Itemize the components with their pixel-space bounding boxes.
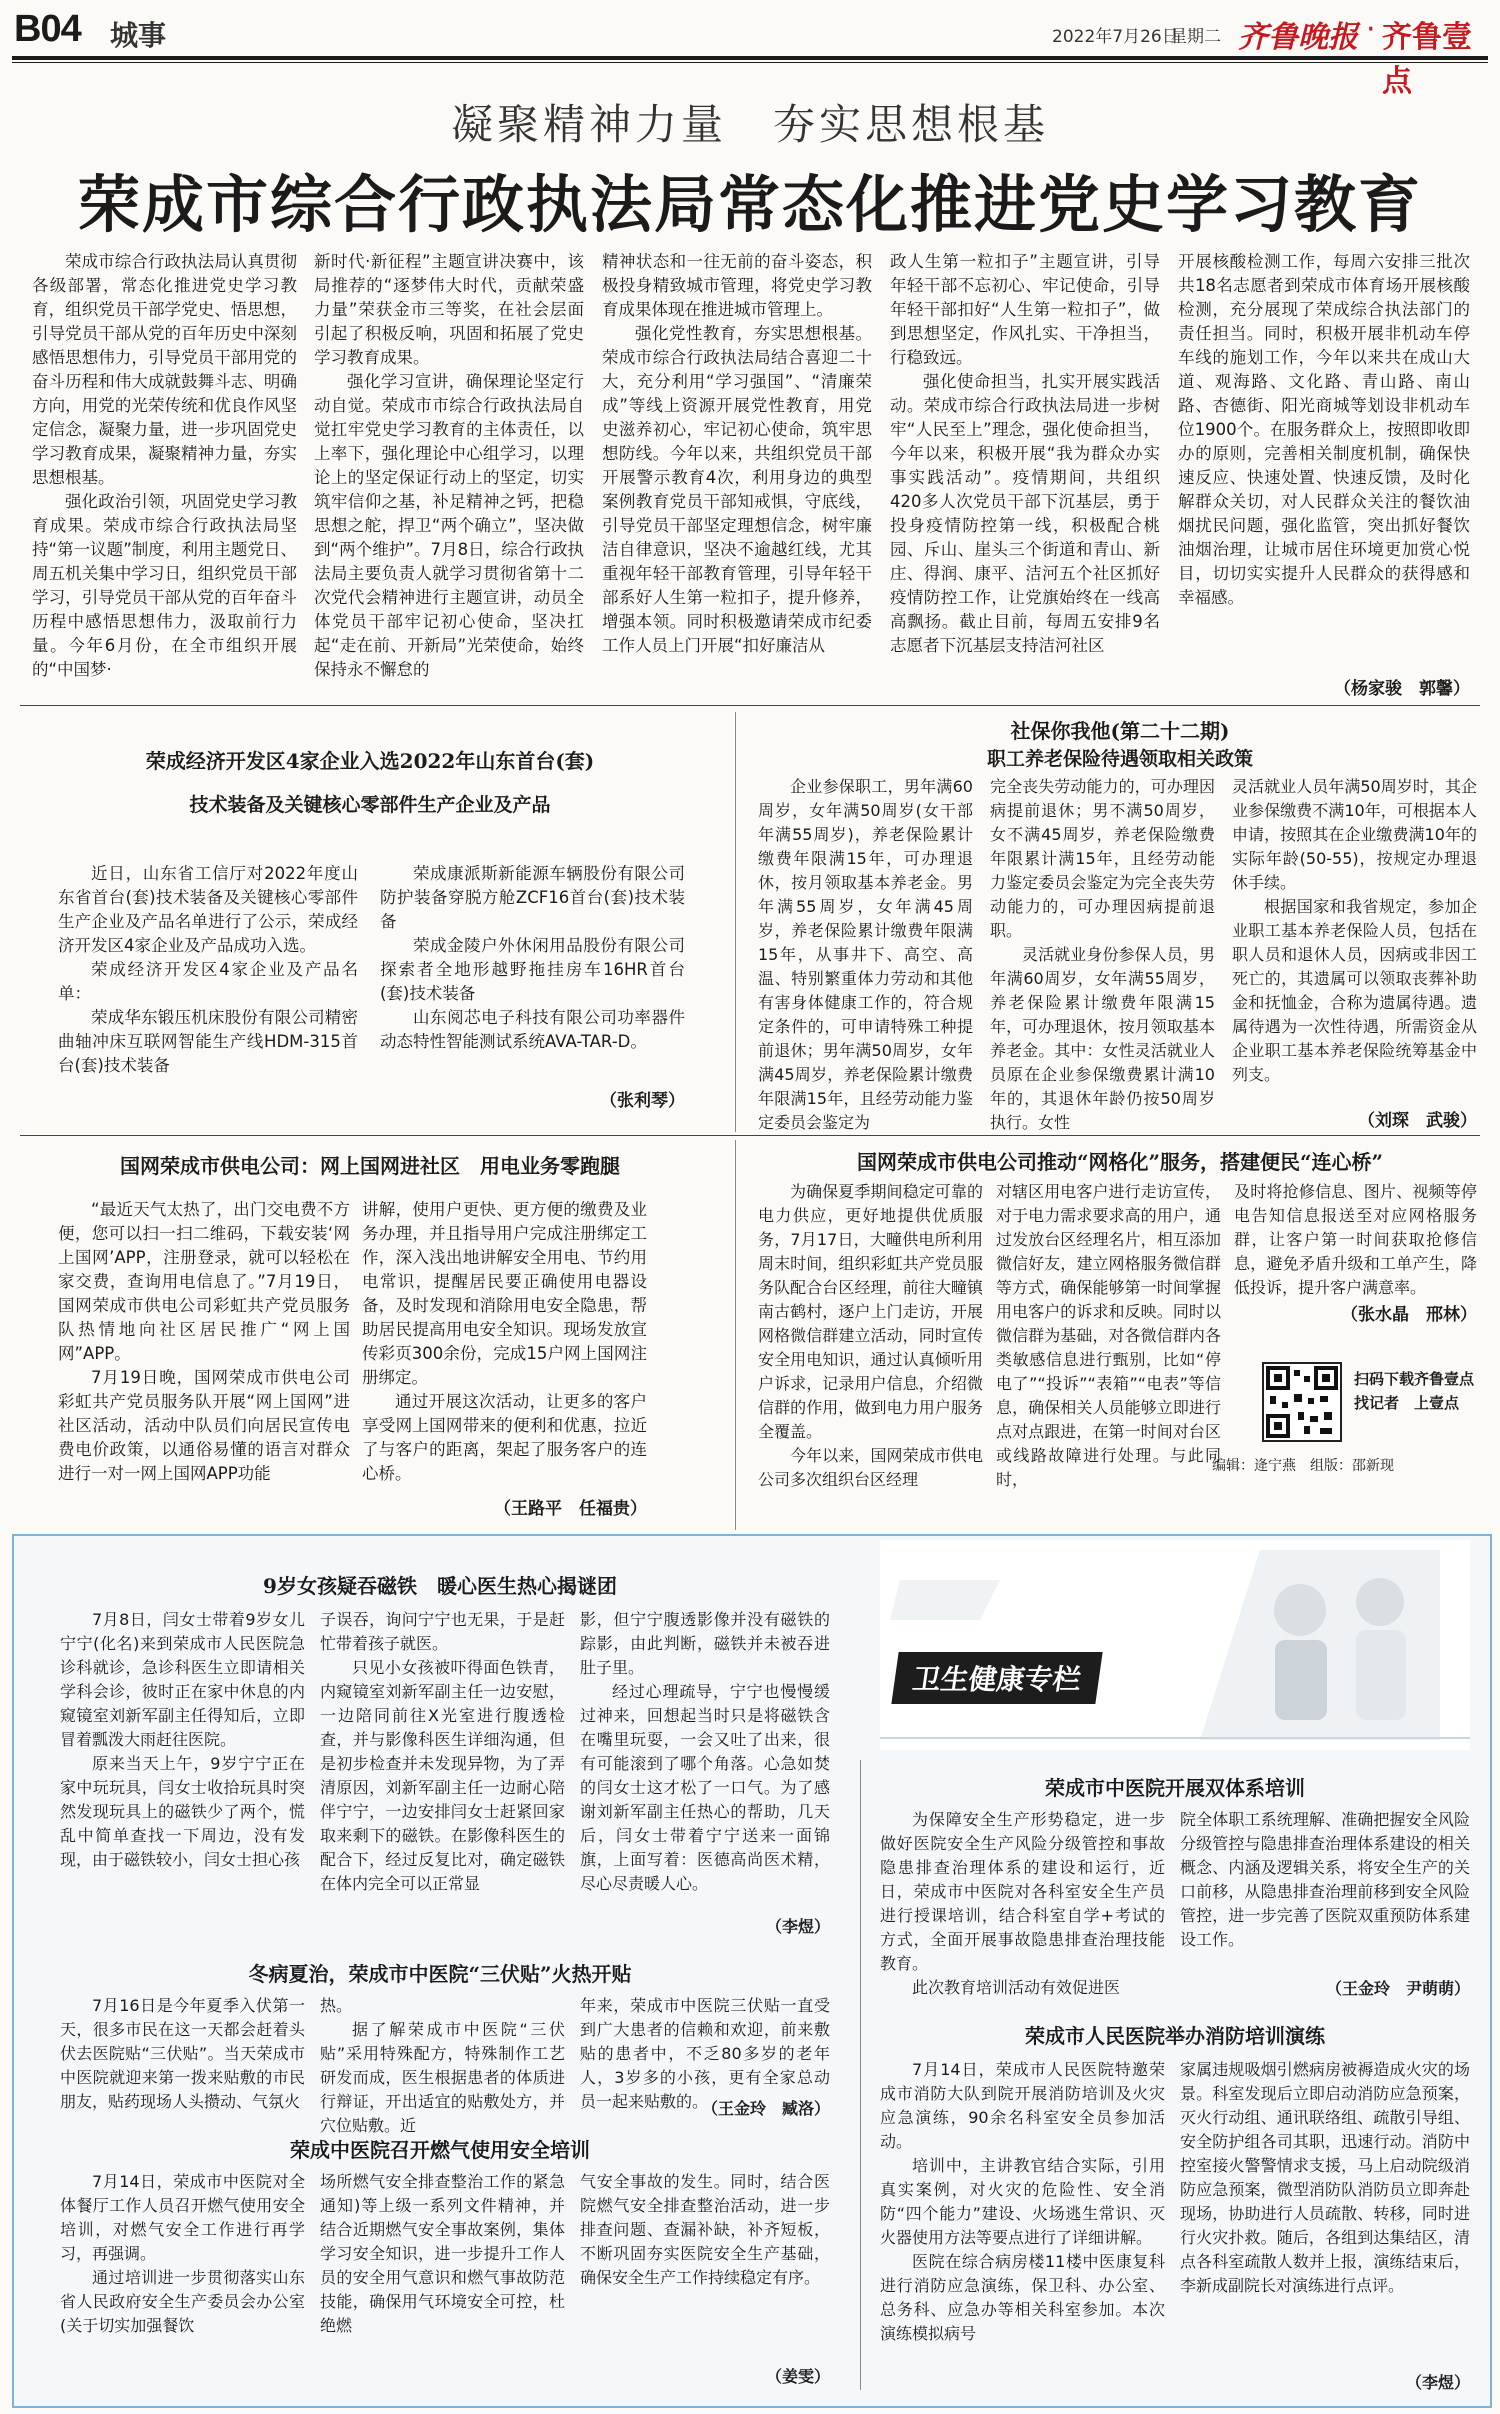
- paragraph: 7月14日，荣成市人民医院特邀荣成市消防大队到院开展消防培训及火灾应急演练，90余名科室安全员参加活动。: [880, 2060, 1165, 2151]
- econ-subtitle: 技术装备及关键核心零部件生产企业及产品: [189, 794, 551, 816]
- health-a5-byline: （李煜）: [1405, 2373, 1470, 2392]
- health-a1-column-1: [60, 1608, 305, 1938]
- health-a4-byline: （王金玲 尹萌萌）: [1325, 1979, 1470, 1998]
- paragraph: 讲解，使用户更快、更方便的缴费及业务办理，并且指导用户完成注册绑定工作，深入浅出地讲解安全用电、节约用电常识，提醒居民要正确使用电器设备，及时发现和消除用电安全隐患，帮助居民提高用电安全知识。现场发放宣传彩页300余份，完成15户网上国网注册绑定。: [362, 1200, 647, 1387]
- paragraph: 精神状态和一往无前的奋斗姿态，积极投身精致城市管理，将党史学习教育成果体现在推进城市管理上。: [602, 252, 872, 319]
- lead-byline: （杨家骏 郭馨）: [1334, 679, 1470, 699]
- paragraph: 今年以来，国网荣成市供电公司多次组织台区经理: [758, 1446, 983, 1489]
- paragraph: 7月14日，荣成市中医院对全体餐厅工作人员召开燃气使用安全培训，对燃气安全工作进行再学习，再强调。: [60, 2172, 305, 2263]
- lead-headline: 荣成市综合行政执法局常态化推进党史学习教育: [77, 168, 1422, 241]
- social-column-2: [990, 775, 1215, 1130]
- paragraph: 荣成华东锻压机床股份有限公司精密曲轴冲床互联网智能生产线HDM-315首台(套)技术装备: [58, 1008, 358, 1075]
- newspaper-logo: 齐鲁晚报: [1238, 20, 1358, 55]
- paragraph: 根据国家和我省规定，参加企业职工基本养老保险人员，包括在职人员和退休人员，因病或非因工死亡的，其遗属可以领取丧葬补助金和抚恤金，合称为遗属待遇。遗属待遇为一次性待遇，所需资金从企业职工基本养老保险统筹基金中列支。: [1232, 897, 1477, 1084]
- editor-credit: 编辑：逄宁燕 组版：邵新现: [1212, 1458, 1394, 1474]
- qr-caption: 扫码下载齐鲁壹点: [1354, 1370, 1475, 1388]
- health-a5-column-2: [1180, 2058, 1470, 2368]
- paragraph: 7月19日晚，国网荣成市供电公司彩虹共产党员服务队开展“网上国网”进社区活动，活动中队员们向居民宣传电费电价政策，以通俗易懂的语言对群众进行一对一网上国网APP功能: [58, 1368, 350, 1483]
- section-name: 城事: [110, 19, 167, 52]
- issue-weekday: 星期二: [1170, 27, 1221, 47]
- health-a2-column-1: [60, 1994, 305, 2114]
- paragraph: “最近天气太热了，出门交电费不方便，您可以扫一扫二维码，下载安装‘网上国网’APP，注册登录，就可以轻松在家交费，查询用电信息了。”7月19日，国网荣成市供电公司彩虹共产党员服务队热情地向社区居民推广“网上国网”APP。: [58, 1200, 350, 1363]
- grid1-byline: （王路平 任福贵）: [494, 1499, 647, 1519]
- health-a3-column-2: [320, 2170, 565, 2390]
- paragraph: 荣成金陵户外休闲用品股份有限公司探索者全地形越野拖挂房车16HR首台(套)技术装备: [380, 936, 685, 1003]
- paragraph: 强化使命担当，扎实开展实践活动。荣成市综合行政执法局进一步树牢“人民至上”理念，强化使命担当，今年以来，积极开展“我为群众办实事实践活动”。疫情期间，共组织420多人次党员干部下沉基层，勇于投身疫情防控第一线，积极配合桃园、斥山、崖头三个街道和青山、新庄、得润、康平、洁河五个社区抓好疫情防控工作，让党旗始终在一线高高飘扬。截止目前，每周五安排9名志愿者下沉基层支持洁河社区: [890, 372, 1160, 655]
- paragraph: 院全体职工系统理解、准确把握安全风险分级管控与隐患排查治理体系建设的相关概念、内涵及逻辑关系，将安全生产的关口前移，从隐患排查治理前移到安全风险管控，进一步完善了医院双重预防体系建设工作。: [1180, 1810, 1470, 1949]
- paragraph: 山东阅芯电子科技有限公司功率器件动态特性智能测试系统AVA-TAR-D。: [380, 1008, 685, 1051]
- econ-column-2: [380, 862, 685, 1087]
- social-column-1: [758, 775, 973, 1130]
- lead-column-2: [314, 250, 584, 694]
- paragraph: 强化学习宣讲，确保理论坚定行动自觉。荣成市市综合行政执法局自觉扛牢党史学习教育的主体责任，以上率下，强化理论中心组学习，以理论上的坚定保证行动上的坚定，切实筑牢信仰之基，补足精神之钙，把稳思想之舵，捍卫“两个确立”，坚决做到“两个维护”。7月8日，综合行政执法局主要负责人就学习贯彻省第十二次党代会精神进行主题宣讲，动员全体党员干部牢记初心使命，坚决扛起“走在前、开新局”光荣使命，始终保持永不懈怠的: [314, 372, 584, 679]
- health-a1-column-2: [320, 1608, 565, 1938]
- social-title: 社保你我他(第二十二期): [1010, 719, 1230, 743]
- paragraph: 7月8日，闫女士带着9岁女儿宁宁(化名)来到荣成市人民医院急诊科就诊，急诊科医生立即请相关学科会诊，彼时正在家中休息的内窥镜室刘新军副主任得知后，立即冒着瓢泼大雨赶往医院。: [60, 1610, 305, 1749]
- divider: [860, 1760, 861, 2390]
- health-a2-column-2: [320, 1994, 565, 2135]
- paragraph: 政人生第一粒扣子”主题宣讲，引导年轻干部不忘初心、牢记使命，引导年轻干部扣好“人生第一粒扣子”，做到思想坚定，作风扎实、干净担当，行稳致远。: [890, 252, 1160, 367]
- grid1-column-2: [362, 1198, 647, 1488]
- paragraph: 影，但宁宁腹透影像并没有磁铁的踪影，由此判断，磁铁并未被吞进肚子里。: [580, 1610, 830, 1677]
- paragraph: 医院在综合病房楼11楼中医康复科进行消防应急演练，保卫科、办公室、总务科、应急办等相关科室参加。本次演练模拟病号: [880, 2252, 1165, 2343]
- paragraph: 培训中，主讲教官结合实际，引用真实案例，对火灾的危险性、安全消防“四个能力”建设、火场逃生常识、灭火器使用方法等要点进行了详细讲解。: [880, 2156, 1165, 2247]
- paragraph: 只见小女孩被吓得面色铁青，内窥镜室刘新军副主任一边安慰，一边陪同前往X光室进行腹透检查，并与影像科医生详细沟通，但是初步检查并未发现异物，为了弄清原因，刘新军副主任一边耐心陪伴宁宁，一边安排闫女士赶紧回家取来剩下的磁铁。在影像科医生的配合下，经过反复比对，确定磁铁在体内完全可以正常显: [320, 1658, 565, 1893]
- paragraph: 强化党性教育，夯实思想根基。荣成市综合行政执法局结合喜迎二十大，充分利用“学习强国”、“清廉荣成”等线上资源开展党性教育，用党史滋养初心，牢记初心使命，筑牢思想防线。今年以来，共组织党员干部开展警示教育4次，利用身边的典型案例教育党员干部知戒惧，守底线，引导党员干部坚定理想信念，树牢廉洁自律意识，坚决不逾越红线，尤其重视年轻干部教育管理，引导年轻干部系好人生第一粒扣子，提升修养，增强本领。同时积极邀请荣成市纪委工作人员上门开展“扣好廉洁从: [602, 324, 872, 655]
- grid1-column-1: [58, 1198, 350, 1518]
- grid2-column-3: [1234, 1180, 1477, 1300]
- divider: [20, 705, 1480, 706]
- paragraph: 企业参保职工，男年满60周岁，女年满50周岁(女干部年满55周岁)，养老保险累计缴费年限满15年，可办理退休，按月领取基本养老金。男年满55周岁，女年满45周岁，养老保险累计缴费年限满15年，从事井下、高空、高温、特别繁重体力劳动和其他有害身体健康工作的，符合规定条件的，可申请特殊工种提前退休；男年满50周岁，女年满45周岁，养老保险累计缴费年限满15年，且经劳动能力鉴定委员会鉴定为: [758, 777, 973, 1132]
- econ-column-1: [58, 862, 358, 1112]
- header-rule-thin: [12, 62, 1488, 63]
- social-column-3: [1232, 775, 1477, 1105]
- paragraph: 开展核酸检测工作，每周六安排三批次共18名志愿者到荣成市体育场开展核酸检测，充分展现了荣成综合执法部门的责任担当。同时，积极开展非机动车停车线的施划工作，今年以来共在成山大道、观海路、文化路、青山路、南山路、杏德街、阳光商城等划设非机动车位1900个。在服务群众上，按照即收即办的原则，完善相关制度机制，确保快速反应、快速处置、快速反馈，及时化解群众关切，对人民群众关注的餐饮油烟扰民问题，强化监管，突出抓好餐饮油烟治理，让城市居住环境更加赏心悦目，切切实实提升人民群众的获得感和幸福感。: [1178, 252, 1470, 607]
- health-a2-byline: （王金玲 臧洛）: [701, 2099, 830, 2118]
- health-banner-illustration: [880, 1540, 1470, 1750]
- paragraph: 通过培训进一步贯彻落实山东省人民政府安全生产委员会办公室(关于切实加强餐饮: [60, 2268, 305, 2335]
- qr-caption-sub: 找记者 上壹点: [1354, 1394, 1460, 1412]
- grid2-title: 国网荣成市供电公司推动“网格化”服务，搭建便民“连心桥”: [856, 1150, 1383, 1174]
- lead-column-4: [890, 250, 1160, 694]
- paragraph: 此次教育培训活动有效促进医: [912, 1978, 1121, 1997]
- lead-kicker: 凝聚精神力量 夯实思想根基: [450, 100, 1049, 149]
- paragraph: 强化政治引领，巩固党史学习教育成果。荣成市综合行政执法局坚持“第一议题”制度，利用主题党日、周五机关集中学习日，组织党员干部学习，引导党员干部从党的百年奋斗历程中感悟思想伟力，汲取前行力量。今年6月份，在全市组织开展的“中国梦·: [32, 492, 297, 679]
- health-a1-byline: （李煜）: [765, 1917, 830, 1936]
- paragraph: 荣成经济开发区4家企业及产品名单：: [58, 960, 358, 1003]
- social-subtitle: 职工养老保险待遇领取相关政策: [986, 748, 1253, 770]
- health-a3-column-3: [580, 2170, 830, 2360]
- health-a3-byline: （姜雯）: [765, 2367, 830, 2386]
- paragraph: 荣成康派斯新能源车辆股份有限公司防护装备穿脱方舱ZCF16首台(套)技术装备: [380, 864, 685, 931]
- health-a4-column-2: [1180, 1808, 1470, 1978]
- paragraph: 气安全事故的发生。同时，结合医院燃气安全排查整治活动，进一步排查问题、查漏补缺，补齐短板，不断巩固夯实医院安全生产基础，确保安全生产工作持续稳定有序。: [580, 2172, 830, 2287]
- paragraph: 灵活就业人员年满50周岁时，其企业参保缴费不满10年，可根据本人申请，按照其在企业缴费满10年的实际年龄(50-55)，按规定办理退休手续。: [1232, 777, 1477, 892]
- social-byline: （刘琛 武骏）: [1358, 1111, 1477, 1131]
- qr-code-icon[interactable]: [1262, 1362, 1342, 1442]
- paragraph: 7月16日是今年夏季入伏第一天，很多市民在这一天都会赶着头伏去医院贴“三伏贴”。当天荣成市中医院就迎来第一拨来贴敷的市民朋友，贴药现场人头攒动、气氛火: [60, 1996, 305, 2111]
- econ-title: 荣成经济开发区4家企业入选2022年山东首台(套): [145, 749, 595, 773]
- grid2-column-2: [996, 1180, 1221, 1525]
- header-rule: [12, 56, 1488, 60]
- app-logo: 齐鲁壹点: [1382, 20, 1472, 99]
- logo-separator: ·: [1366, 12, 1376, 47]
- paragraph: 完全丧失劳动能力的，可办理因病提前退休；男不满50周岁，女不满45周岁，养老保险缴费年限累计满15年，且经劳动能力鉴定委员会鉴定为完全丧失劳动能力的，可办理因病提前退职。: [990, 777, 1215, 940]
- health-a5-column-1: [880, 2058, 1165, 2393]
- paragraph: 及时将抢修信息、图片、视频等停电告知信息报送至对应网格服务群，让客户第一时间获取抢修信息，避免矛盾升级和工单产生，降低投诉，提升客户满意率。: [1234, 1182, 1477, 1297]
- paragraph: 近日，山东省工信厅对2022年度山东省首台(套)技术装备及关键核心零部件生产企业及产品名单进行了公示，荣成经济开发区4家企业及产品成功入选。: [58, 864, 358, 955]
- page-number: B04: [14, 8, 81, 50]
- divider: [735, 1140, 736, 1530]
- divider: [735, 712, 736, 1132]
- health-a4-title: 荣成市中医院开展双体系培训: [1045, 1776, 1305, 1800]
- divider: [20, 1135, 1480, 1136]
- health-a1-title: 9岁女孩疑吞磁铁 暖心医生热心揭谜团: [263, 1574, 617, 1598]
- health-a3-column-1: [60, 2170, 305, 2390]
- lead-column-1: [32, 250, 297, 694]
- health-banner-label: 卫生健康专栏: [891, 1652, 1102, 1704]
- paragraph: 对辖区用电客户进行走访宣传，对于电力需求要求高的用户，通过发放台区经理名片，相互添加微信好友，建立网格服务微信群等方式，确保能够第一时间掌握用电客户的诉求和反映。同时以微信群为基础，对各微信群内各类敏感信息进行甄别，比如“停电了”“投诉”“表箱”“电表”等信息，确保相关人员能够立即进行点对点跟进，在第一时间对台区或线路故障进行处理。与此同时，: [996, 1182, 1221, 1489]
- paragraph: 热。: [320, 1996, 353, 2015]
- paragraph: 原来当天上午，9岁宁宁正在家中玩玩具，闫女士收拾玩具时突然发现玩具上的磁铁少了两个，慌乱中简单查找一下周边，没有发现，由于磁铁较小，闫女士担心孩: [60, 1754, 305, 1869]
- paragraph: 场所燃气安全排查整治工作的紧急通知)等上级一系列文件精神，并结合近期燃气安全事故案例，集体学习安全知识，进一步提升工作人员的安全用气意识和燃气事故防范技能，确保用气环境安全可控，杜绝燃: [320, 2172, 565, 2335]
- paragraph: 子误吞，询问宁宁也无果，于是赶忙带着孩子就医。: [320, 1610, 565, 1653]
- health-a3-title: 荣成中医院召开燃气使用安全培训: [290, 2138, 590, 2162]
- econ-byline: （张利琴）: [600, 1091, 685, 1111]
- grid2-byline: （张水晶 邢林）: [1341, 1305, 1477, 1325]
- health-a1-column-3: [580, 1608, 830, 1918]
- paragraph: 新时代·新征程”主题宣讲决赛中，该局推荐的“逐梦伟大时代，贡献荣盛力量”荣获金市三等奖，在社会层面引起了积极反响，巩固和拓展了党史学习教育成果。: [314, 252, 584, 367]
- issue-date: 2022年7月26日: [1052, 27, 1179, 47]
- grid1-title: 国网荣成市供电公司：网上国网进社区 用电业务零跑腿: [120, 1154, 620, 1178]
- paragraph: 荣成市综合行政执法局认真贯彻各级部署，常态化推进党史学习教育，组织党员干部学党史、悟思想，引导党员干部从党的百年历史中深刻感悟思想伟力，引导党员干部用党的奋斗历程和伟大成就鼓舞斗志、明确方向，用党的光荣传统和优良作风坚定信念，凝聚力量，进一步巩固党史学习教育成果，凝聚精神力量，夯实思想根基。: [32, 252, 297, 487]
- lead-column-5: [1178, 250, 1470, 670]
- paragraph: 灵活就业身份参保人员，男年满60周岁，女年满55周岁，养老保险累计缴费年限满15年，可办理退休，按月领取基本养老金。其中：女性灵活就业人员原在企业参保缴费累计满10年的，其退休年龄仍按50周岁执行。女性: [990, 945, 1215, 1132]
- grid2-column-1: [758, 1180, 983, 1525]
- lead-column-3: [602, 250, 872, 694]
- paragraph: 经过心理疏导，宁宁也慢慢缓过神来，回想起当时只是将磁铁含在嘴里玩耍，一会又吐了出来，很有可能滚到了哪个角落。心急如焚的闫女士这才松了一口气。为了感谢刘新军副主任热心的帮助，几天后，闫女士带着宁宁送来一面锦旗，上面写着：医德高尚医术精，尽心尽责暖人心。: [580, 1682, 830, 1893]
- paragraph: 为确保夏季期间稳定可靠的电力供应，更好地提供优质服务，7月17日，大疃供电所利用周末时间，组织彩虹共产党员服务队配合台区经理，前往大疃镇南古鹤村，逐户上门走访，开展网格微信群建立活动，同时宣传安全用电知识，通过认真倾听用户诉求，记录用户信息，介绍微信群的作用，做到电力用户服务全覆盖。: [758, 1182, 983, 1441]
- paragraph: 据了解荣成市中医院“三伏贴”采用特殊配方，特殊制作工艺研发而成，医生根据患者的体质进行辩证，开出适宜的贴敷处方，并穴位贴敷。近: [320, 2020, 565, 2135]
- paragraph: 为保障安全生产形势稳定，进一步做好医院安全生产风险分级管控和事故隐患排查治理体系的建设和运行，近日，荣成市中医院对各科室安全生产员进行授课培训，结合科室自学+考试的方式，全面开展事故隐患排查治理技能教育。: [880, 1810, 1165, 1973]
- health-a5-title: 荣成市人民医院举办消防培训演练: [1025, 2024, 1325, 2048]
- paragraph: 通过开展这次活动，让更多的客户享受网上国网带来的便利和优惠，拉近了与客户的距离，架起了服务客户的连心桥。: [362, 1392, 647, 1483]
- paragraph: 家属违规吸烟引燃病房被褥造成火灾的场景。科室发现后立即启动消防应急预案，灭火行动组、通讯联络组、疏散引导组、安全防护组各司其职，迅速行动。消防中控室接火警警情求支援，马上启动院级消防应急预案，微型消防队消防员立即奔赴现场，协助进行人员疏散、转移，同时进行火灾扑救。随后，各组到达集结区，清点各科室疏散人数并上报，演练结束后，李新成副院长对演练进行点评。: [1180, 2060, 1470, 2295]
- paragraph: 年来，荣成市中医院三伏贴一直受到广大患者的信赖和欢迎，前来敷贴的患者中，不乏80多岁的老年人，3岁多的小孩，更有全家总动员一起来贴敷的。: [580, 1996, 830, 2111]
- health-a2-title: 冬病夏治，荣成市中医院“三伏贴”火热开贴: [248, 1962, 632, 1986]
